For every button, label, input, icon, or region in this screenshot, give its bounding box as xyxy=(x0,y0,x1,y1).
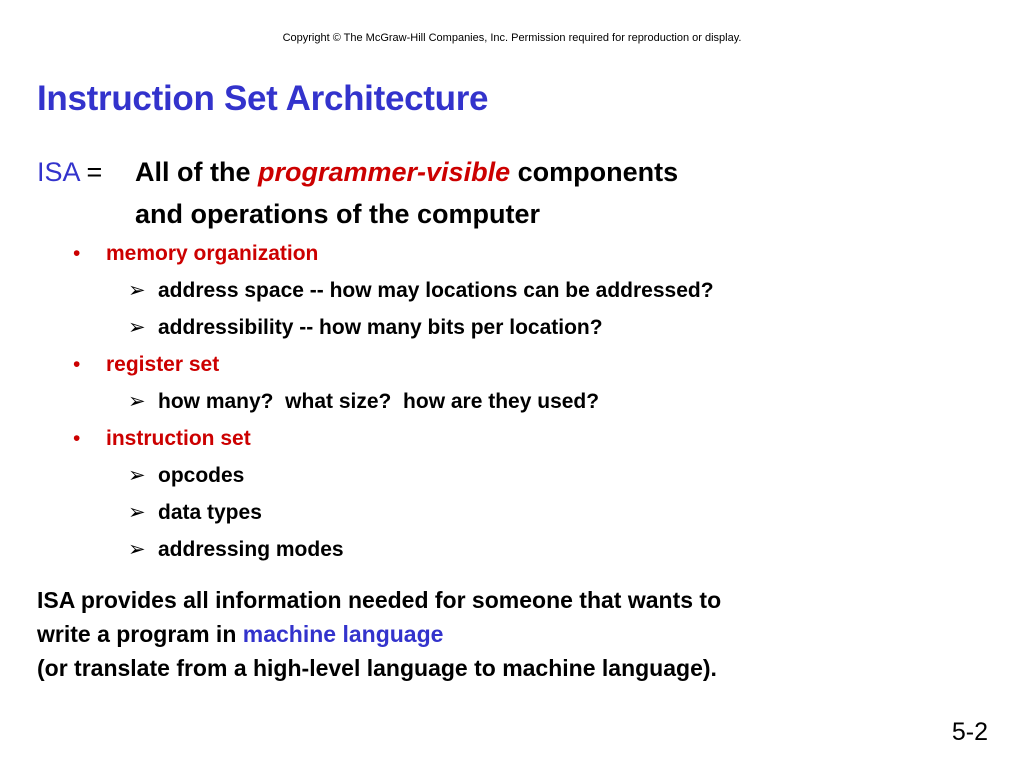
subitem-text: opcodes xyxy=(158,464,245,487)
copyright-notice: Copyright © The McGraw-Hill Companies, Inc. Permission required for reproduction or display. xyxy=(282,32,742,44)
page-number: 5-2 xyxy=(951,718,988,746)
subitem-text: how many? what size? how are they used? xyxy=(158,390,600,413)
subitem-text: address space -- how may locations can be addressed? xyxy=(158,279,714,302)
summary-line-1: ISA provides all information needed for someone that wants to xyxy=(37,587,722,613)
arrow-bullet-icon: ➢ xyxy=(128,538,146,561)
bullet-register-set xyxy=(73,351,219,379)
bullet-label: register set xyxy=(106,353,220,376)
summary-line-3: (or translate from a high-level language to machine language). xyxy=(37,655,717,681)
arrow-bullet-icon: ➢ xyxy=(128,316,146,339)
isa-definition xyxy=(37,151,679,229)
subitem-addressibility xyxy=(128,314,603,342)
bullet-dot-icon: • xyxy=(73,427,81,450)
subitem-text: addressibility -- how many bits per location? xyxy=(158,316,603,339)
bullet-instruction-set xyxy=(73,425,251,453)
definition-line-1 xyxy=(135,151,678,193)
subitem-register-questions xyxy=(128,388,599,416)
bullet-label: memory organization xyxy=(106,242,319,265)
arrow-bullet-icon: ➢ xyxy=(128,279,146,302)
subitem-text: data types xyxy=(158,501,262,524)
definition-line-2: and operations of the computer xyxy=(135,199,541,229)
summary-line-2-before: write a program in xyxy=(37,621,243,647)
subitem-addressing-modes xyxy=(128,536,344,564)
definition-emphasis: programmer-visible xyxy=(258,157,511,187)
machine-language-highlight: machine language xyxy=(242,621,444,647)
bullet-dot-icon: • xyxy=(73,353,81,376)
subitem-data-types xyxy=(128,499,262,527)
subitem-address-space xyxy=(128,277,714,305)
arrow-bullet-icon: ➢ xyxy=(128,390,146,413)
bullet-dot-icon: • xyxy=(73,242,81,265)
isa-summary xyxy=(37,583,721,685)
arrow-bullet-icon: ➢ xyxy=(128,464,146,487)
isa-equals: = xyxy=(86,157,103,187)
definition-text-before: All of the xyxy=(135,157,258,187)
isa-term: ISA xyxy=(37,157,81,187)
subitem-text: addressing modes xyxy=(158,538,344,561)
bullet-label: instruction set xyxy=(106,427,251,450)
bullet-memory-organization xyxy=(73,240,318,268)
slide-title: Instruction Set Architecture xyxy=(37,79,489,118)
definition-text-after: components xyxy=(510,157,679,187)
summary-line-2 xyxy=(37,617,721,651)
arrow-bullet-icon: ➢ xyxy=(128,501,146,524)
subitem-opcodes xyxy=(128,462,244,490)
